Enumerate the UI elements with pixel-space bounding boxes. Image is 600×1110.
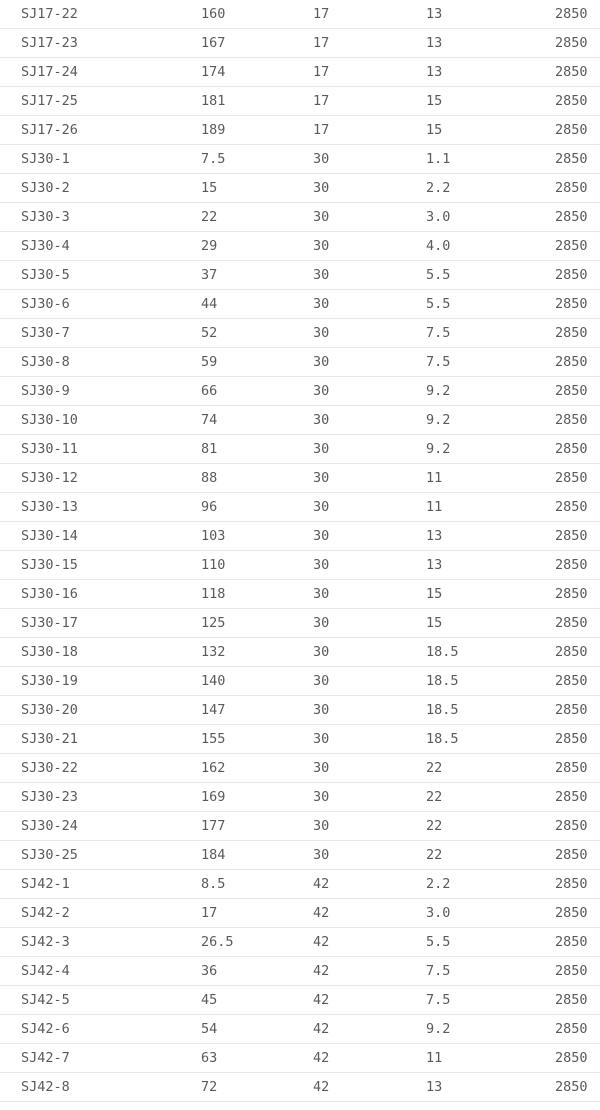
value-cell-4: 2850 bbox=[555, 35, 588, 51]
value-cell-1: 167 bbox=[201, 35, 226, 51]
value-cell-3: 5.5 bbox=[426, 934, 451, 950]
value-cell-2: 30 bbox=[313, 528, 330, 544]
value-cell-3: 18.5 bbox=[426, 673, 459, 689]
value-cell-4: 2850 bbox=[555, 6, 588, 22]
value-cell-4: 2850 bbox=[555, 354, 588, 370]
value-cell-2: 30 bbox=[313, 760, 330, 776]
value-cell-1: 118 bbox=[201, 586, 226, 602]
value-cell-2: 30 bbox=[313, 209, 330, 225]
value-cell-1: 17 bbox=[201, 905, 218, 921]
model-cell: SJ17-24 bbox=[21, 64, 78, 80]
model-cell: SJ42-4 bbox=[21, 963, 70, 979]
table-row bbox=[0, 232, 600, 261]
value-cell-3: 4.0 bbox=[426, 238, 451, 254]
value-cell-2: 30 bbox=[313, 441, 330, 457]
table-row bbox=[0, 493, 600, 522]
value-cell-1: 8.5 bbox=[201, 876, 226, 892]
value-cell-3: 7.5 bbox=[426, 992, 451, 1008]
value-cell-1: 45 bbox=[201, 992, 218, 1008]
value-cell-4: 2850 bbox=[555, 267, 588, 283]
model-cell: SJ30-7 bbox=[21, 325, 70, 341]
value-cell-4: 2850 bbox=[555, 702, 588, 718]
table-row bbox=[0, 754, 600, 783]
value-cell-2: 30 bbox=[313, 702, 330, 718]
model-cell: SJ30-13 bbox=[21, 499, 78, 515]
value-cell-2: 42 bbox=[313, 1021, 330, 1037]
table-row bbox=[0, 464, 600, 493]
value-cell-3: 3.0 bbox=[426, 905, 451, 921]
model-cell: SJ30-25 bbox=[21, 847, 78, 863]
model-cell: SJ30-18 bbox=[21, 644, 78, 660]
value-cell-4: 2850 bbox=[555, 934, 588, 950]
model-cell: SJ30-19 bbox=[21, 673, 78, 689]
value-cell-3: 22 bbox=[426, 818, 443, 834]
table-row bbox=[0, 986, 600, 1015]
value-cell-1: 74 bbox=[201, 412, 218, 428]
table-row bbox=[0, 957, 600, 986]
model-cell: SJ30-16 bbox=[21, 586, 78, 602]
table-row bbox=[0, 580, 600, 609]
value-cell-4: 2850 bbox=[555, 528, 588, 544]
value-cell-4: 2850 bbox=[555, 760, 588, 776]
table-row bbox=[0, 812, 600, 841]
model-cell: SJ30-17 bbox=[21, 615, 78, 631]
value-cell-3: 2.2 bbox=[426, 876, 451, 892]
value-cell-2: 30 bbox=[313, 238, 330, 254]
value-cell-2: 30 bbox=[313, 615, 330, 631]
value-cell-1: 181 bbox=[201, 93, 226, 109]
value-cell-4: 2850 bbox=[555, 412, 588, 428]
value-cell-1: 54 bbox=[201, 1021, 218, 1037]
table-row bbox=[0, 0, 600, 29]
value-cell-3: 11 bbox=[426, 1050, 443, 1066]
value-cell-2: 42 bbox=[313, 934, 330, 950]
value-cell-1: 15 bbox=[201, 180, 218, 196]
value-cell-4: 2850 bbox=[555, 615, 588, 631]
value-cell-2: 30 bbox=[313, 499, 330, 515]
value-cell-3: 13 bbox=[426, 1079, 443, 1095]
table-row bbox=[0, 841, 600, 870]
value-cell-1: 72 bbox=[201, 1079, 218, 1095]
value-cell-1: 147 bbox=[201, 702, 226, 718]
table-row bbox=[0, 116, 600, 145]
model-cell: SJ42-8 bbox=[21, 1079, 70, 1095]
value-cell-2: 30 bbox=[313, 412, 330, 428]
value-cell-2: 30 bbox=[313, 470, 330, 486]
value-cell-3: 1.1 bbox=[426, 151, 451, 167]
value-cell-3: 22 bbox=[426, 760, 443, 776]
model-cell: SJ30-24 bbox=[21, 818, 78, 834]
value-cell-1: 169 bbox=[201, 789, 226, 805]
table-row bbox=[0, 203, 600, 232]
value-cell-2: 17 bbox=[313, 64, 330, 80]
value-cell-3: 5.5 bbox=[426, 267, 451, 283]
model-cell: SJ30-9 bbox=[21, 383, 70, 399]
value-cell-1: 96 bbox=[201, 499, 218, 515]
model-cell: SJ30-11 bbox=[21, 441, 78, 457]
value-cell-1: 81 bbox=[201, 441, 218, 457]
value-cell-2: 17 bbox=[313, 35, 330, 51]
value-cell-1: 29 bbox=[201, 238, 218, 254]
model-cell: SJ42-2 bbox=[21, 905, 70, 921]
value-cell-4: 2850 bbox=[555, 789, 588, 805]
value-cell-3: 15 bbox=[426, 122, 443, 138]
table-row bbox=[0, 696, 600, 725]
value-cell-2: 42 bbox=[313, 992, 330, 1008]
value-cell-2: 30 bbox=[313, 731, 330, 747]
table-row bbox=[0, 928, 600, 957]
value-cell-4: 2850 bbox=[555, 673, 588, 689]
value-cell-3: 13 bbox=[426, 35, 443, 51]
value-cell-3: 7.5 bbox=[426, 963, 451, 979]
table-row bbox=[0, 290, 600, 319]
value-cell-3: 13 bbox=[426, 64, 443, 80]
table-row bbox=[0, 58, 600, 87]
value-cell-2: 30 bbox=[313, 673, 330, 689]
model-cell: SJ42-1 bbox=[21, 876, 70, 892]
value-cell-3: 18.5 bbox=[426, 731, 459, 747]
value-cell-2: 42 bbox=[313, 963, 330, 979]
value-cell-4: 2850 bbox=[555, 383, 588, 399]
value-cell-1: 140 bbox=[201, 673, 226, 689]
model-cell: SJ30-20 bbox=[21, 702, 78, 718]
model-cell: SJ30-2 bbox=[21, 180, 70, 196]
value-cell-4: 2850 bbox=[555, 499, 588, 515]
model-cell: SJ30-10 bbox=[21, 412, 78, 428]
value-cell-4: 2850 bbox=[555, 238, 588, 254]
value-cell-2: 30 bbox=[313, 325, 330, 341]
value-cell-1: 63 bbox=[201, 1050, 218, 1066]
value-cell-3: 15 bbox=[426, 586, 443, 602]
model-cell: SJ30-21 bbox=[21, 731, 78, 747]
model-cell: SJ42-3 bbox=[21, 934, 70, 950]
value-cell-3: 7.5 bbox=[426, 354, 451, 370]
table-row bbox=[0, 1044, 600, 1073]
table-row bbox=[0, 638, 600, 667]
value-cell-2: 17 bbox=[313, 6, 330, 22]
value-cell-1: 26.5 bbox=[201, 934, 234, 950]
table-row bbox=[0, 725, 600, 754]
model-cell: SJ17-23 bbox=[21, 35, 78, 51]
value-cell-4: 2850 bbox=[555, 470, 588, 486]
table-row bbox=[0, 377, 600, 406]
value-cell-2: 42 bbox=[313, 1050, 330, 1066]
value-cell-2: 30 bbox=[313, 151, 330, 167]
value-cell-4: 2850 bbox=[555, 557, 588, 573]
model-cell: SJ42-7 bbox=[21, 1050, 70, 1066]
value-cell-3: 7.5 bbox=[426, 325, 451, 341]
model-cell: SJ30-23 bbox=[21, 789, 78, 805]
value-cell-2: 30 bbox=[313, 267, 330, 283]
table-row bbox=[0, 348, 600, 377]
value-cell-1: 88 bbox=[201, 470, 218, 486]
value-cell-4: 2850 bbox=[555, 876, 588, 892]
model-cell: SJ30-4 bbox=[21, 238, 70, 254]
value-cell-1: 174 bbox=[201, 64, 226, 80]
value-cell-2: 42 bbox=[313, 876, 330, 892]
value-cell-1: 52 bbox=[201, 325, 218, 341]
value-cell-1: 37 bbox=[201, 267, 218, 283]
value-cell-1: 103 bbox=[201, 528, 226, 544]
value-cell-1: 36 bbox=[201, 963, 218, 979]
value-cell-2: 30 bbox=[313, 557, 330, 573]
value-cell-4: 2850 bbox=[555, 905, 588, 921]
table-row bbox=[0, 174, 600, 203]
value-cell-2: 30 bbox=[313, 789, 330, 805]
value-cell-4: 2850 bbox=[555, 963, 588, 979]
model-cell: SJ17-25 bbox=[21, 93, 78, 109]
value-cell-4: 2850 bbox=[555, 64, 588, 80]
value-cell-4: 2850 bbox=[555, 325, 588, 341]
value-cell-2: 17 bbox=[313, 93, 330, 109]
value-cell-1: 59 bbox=[201, 354, 218, 370]
table-row bbox=[0, 667, 600, 696]
value-cell-1: 155 bbox=[201, 731, 226, 747]
value-cell-1: 22 bbox=[201, 209, 218, 225]
model-cell: SJ17-26 bbox=[21, 122, 78, 138]
value-cell-4: 2850 bbox=[555, 151, 588, 167]
value-cell-4: 2850 bbox=[555, 847, 588, 863]
model-cell: SJ30-1 bbox=[21, 151, 70, 167]
model-cell: SJ30-15 bbox=[21, 557, 78, 573]
table-row bbox=[0, 319, 600, 348]
value-cell-1: 125 bbox=[201, 615, 226, 631]
value-cell-4: 2850 bbox=[555, 992, 588, 1008]
value-cell-3: 18.5 bbox=[426, 644, 459, 660]
value-cell-2: 30 bbox=[313, 644, 330, 660]
value-cell-2: 30 bbox=[313, 180, 330, 196]
model-cell: SJ42-6 bbox=[21, 1021, 70, 1037]
value-cell-3: 15 bbox=[426, 615, 443, 631]
value-cell-1: 177 bbox=[201, 818, 226, 834]
value-cell-2: 30 bbox=[313, 586, 330, 602]
value-cell-4: 2850 bbox=[555, 209, 588, 225]
value-cell-3: 13 bbox=[426, 557, 443, 573]
value-cell-2: 30 bbox=[313, 847, 330, 863]
value-cell-2: 17 bbox=[313, 122, 330, 138]
table-row bbox=[0, 1073, 600, 1102]
table-row bbox=[0, 551, 600, 580]
value-cell-1: 7.5 bbox=[201, 151, 226, 167]
value-cell-4: 2850 bbox=[555, 818, 588, 834]
value-cell-3: 9.2 bbox=[426, 383, 451, 399]
value-cell-4: 2850 bbox=[555, 1079, 588, 1095]
value-cell-3: 22 bbox=[426, 847, 443, 863]
value-cell-4: 2850 bbox=[555, 93, 588, 109]
value-cell-1: 189 bbox=[201, 122, 226, 138]
value-cell-3: 5.5 bbox=[426, 296, 451, 312]
model-cell: SJ30-22 bbox=[21, 760, 78, 776]
value-cell-4: 2850 bbox=[555, 586, 588, 602]
model-cell: SJ30-12 bbox=[21, 470, 78, 486]
value-cell-3: 11 bbox=[426, 470, 443, 486]
value-cell-3: 13 bbox=[426, 6, 443, 22]
value-cell-1: 66 bbox=[201, 383, 218, 399]
value-cell-4: 2850 bbox=[555, 731, 588, 747]
value-cell-1: 132 bbox=[201, 644, 226, 660]
value-cell-3: 9.2 bbox=[426, 1021, 451, 1037]
value-cell-1: 44 bbox=[201, 296, 218, 312]
value-cell-2: 30 bbox=[313, 296, 330, 312]
value-cell-3: 11 bbox=[426, 499, 443, 515]
value-cell-1: 160 bbox=[201, 6, 226, 22]
table-row bbox=[0, 406, 600, 435]
value-cell-3: 15 bbox=[426, 93, 443, 109]
model-cell: SJ42-5 bbox=[21, 992, 70, 1008]
model-cell: SJ30-6 bbox=[21, 296, 70, 312]
value-cell-1: 162 bbox=[201, 760, 226, 776]
value-cell-2: 30 bbox=[313, 354, 330, 370]
value-cell-4: 2850 bbox=[555, 296, 588, 312]
table-row bbox=[0, 435, 600, 464]
model-cell: SJ30-5 bbox=[21, 267, 70, 283]
table-row bbox=[0, 145, 600, 174]
table-row bbox=[0, 29, 600, 58]
value-cell-3: 2.2 bbox=[426, 180, 451, 196]
table-row bbox=[0, 783, 600, 812]
value-cell-3: 22 bbox=[426, 789, 443, 805]
table-row bbox=[0, 870, 600, 899]
value-cell-4: 2850 bbox=[555, 180, 588, 196]
value-cell-3: 9.2 bbox=[426, 441, 451, 457]
table-row bbox=[0, 261, 600, 290]
model-cell: SJ30-3 bbox=[21, 209, 70, 225]
table-row bbox=[0, 1015, 600, 1044]
value-cell-1: 184 bbox=[201, 847, 226, 863]
model-cell: SJ17-22 bbox=[21, 6, 78, 22]
table-row bbox=[0, 87, 600, 116]
table-row bbox=[0, 522, 600, 551]
value-cell-2: 30 bbox=[313, 818, 330, 834]
value-cell-3: 18.5 bbox=[426, 702, 459, 718]
value-cell-4: 2850 bbox=[555, 441, 588, 457]
value-cell-4: 2850 bbox=[555, 122, 588, 138]
model-cell: SJ30-14 bbox=[21, 528, 78, 544]
value-cell-4: 2850 bbox=[555, 644, 588, 660]
value-cell-4: 2850 bbox=[555, 1050, 588, 1066]
value-cell-3: 3.0 bbox=[426, 209, 451, 225]
model-cell: SJ30-8 bbox=[21, 354, 70, 370]
table-row bbox=[0, 609, 600, 638]
value-cell-2: 30 bbox=[313, 383, 330, 399]
table-row bbox=[0, 899, 600, 928]
value-cell-1: 110 bbox=[201, 557, 226, 573]
value-cell-3: 9.2 bbox=[426, 412, 451, 428]
value-cell-2: 42 bbox=[313, 905, 330, 921]
value-cell-2: 42 bbox=[313, 1079, 330, 1095]
value-cell-3: 13 bbox=[426, 528, 443, 544]
value-cell-4: 2850 bbox=[555, 1021, 588, 1037]
